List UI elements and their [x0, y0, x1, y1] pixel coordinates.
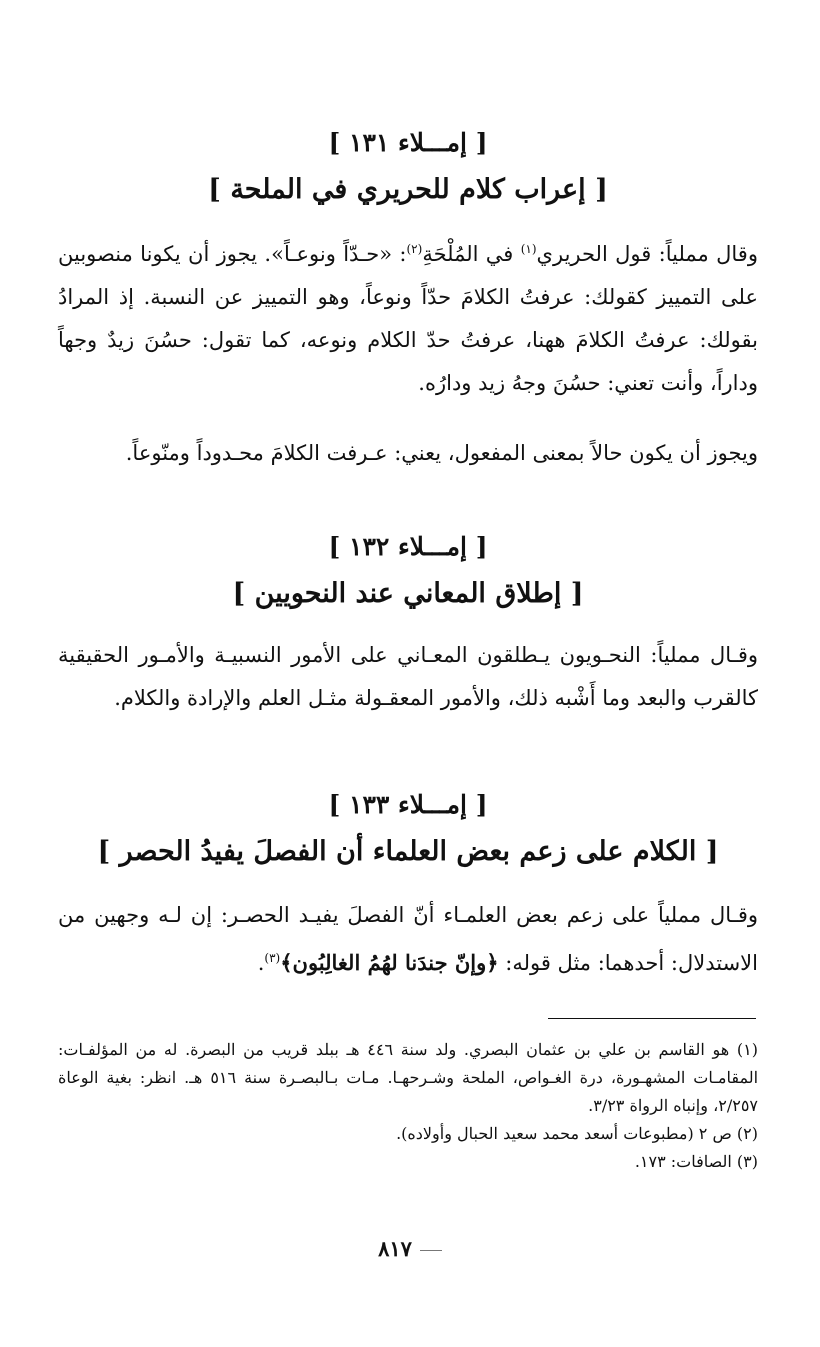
footnote-divider — [548, 1018, 756, 1019]
section-title-heading: [ الكلام على زعم بعض العلماء أن الفصلَ يفيدُ الحصر ] — [97, 836, 719, 867]
footnote: (٢) ص ٢ (مطبوعات أسعد محمد سعيد الحبال وأولاده). — [396, 1124, 758, 1143]
footnote: (١) هو القاسم بن علي بن عثمان البصري. ولد سنة ٤٤٦ هـ ببلد قريب من البصرة. له من المؤلفـات: المقامـات المشهـورة، درة الغـواص، الملحة وشـرحهـا. مـات بـالبصـرة سنة ٥١٦ هـ. انظر: بغية الوعاة ٢/٢٥٧، وإنباه الرواة ٣/٢٣. — [58, 1040, 759, 1115]
section-number-heading: [ إمـــلاء ١٣٢ ] — [328, 532, 488, 561]
section-number-heading: [ إمـــلاء ١٣١ ] — [328, 128, 488, 157]
paragraph: ويجوز أن يكون حالاً بمعنى المفعول، يعني: عـرفت الكلامَ محـدوداً ومنّوعاً. — [125, 441, 758, 465]
paragraph-text: : «حـدّاً ونوعـاً». يجوز أن يكونا منصوبين على التمييز كقولك: عرفتُ الكلامَ حدّاً ونوعاً، وهو التمييز عن النسبة. إذ المرادُ بقولك: عرفتُ الكلامَ ههنا، عرفتُ حدّ الكلام ونوعه، كما تقول: حسُنَ زيدٌ وجهاً وداراً، وأنت تعني: حسُنَ وجهُ زيد ودارُه. — [58, 242, 758, 395]
footnote-ref: (٢) — [406, 242, 423, 256]
page-number — [0, 1236, 820, 1261]
paragraph: وقـال مملياً: النحـويون يـطلقون المعـاني على الأمور النسبيـة والأمـور الحقيقية كالقرب والبعد وما أَشْبه ذلك، والأمور المعقـولة مثـل العلم والإرادة والكلام. — [58, 643, 758, 710]
footnote: (٣) الصافات: ١٧٣. — [634, 1152, 758, 1171]
quran-quote: ﴿وإنّ جندَنا لهُمُ الغالِبُون﴾ — [280, 950, 499, 975]
paragraph-text: وقـال مملياً على زعم بعض العلمـاء أنّ الفصلَ يفيـد الحصـر: إن لـه وجهين من الاستدلال: أحدهما: مثل قوله: — [58, 903, 758, 975]
footnote-ref: (١) — [520, 242, 537, 256]
paragraph — [58, 894, 758, 985]
footnotes — [58, 1036, 758, 1176]
section-number-heading: [ إمـــلاء ١٣٣ ] — [328, 790, 488, 819]
page-number-text: ٨١٧ — [378, 1236, 412, 1261]
page-number-dash — [420, 1250, 442, 1251]
paragraph — [58, 228, 758, 405]
footnote-ref: (٣) — [264, 951, 281, 965]
section-title-heading: [ إطلاق المعاني عند النحويين ] — [232, 578, 584, 609]
paragraph-text: . — [257, 951, 265, 975]
paragraph-text: وقال مملياً: قول الحريري — [536, 242, 758, 266]
paragraph-text: في المُلْحَةِ — [422, 242, 521, 266]
section-title-heading: [ إعراب كلام للحريري في الملحة ] — [208, 174, 608, 205]
